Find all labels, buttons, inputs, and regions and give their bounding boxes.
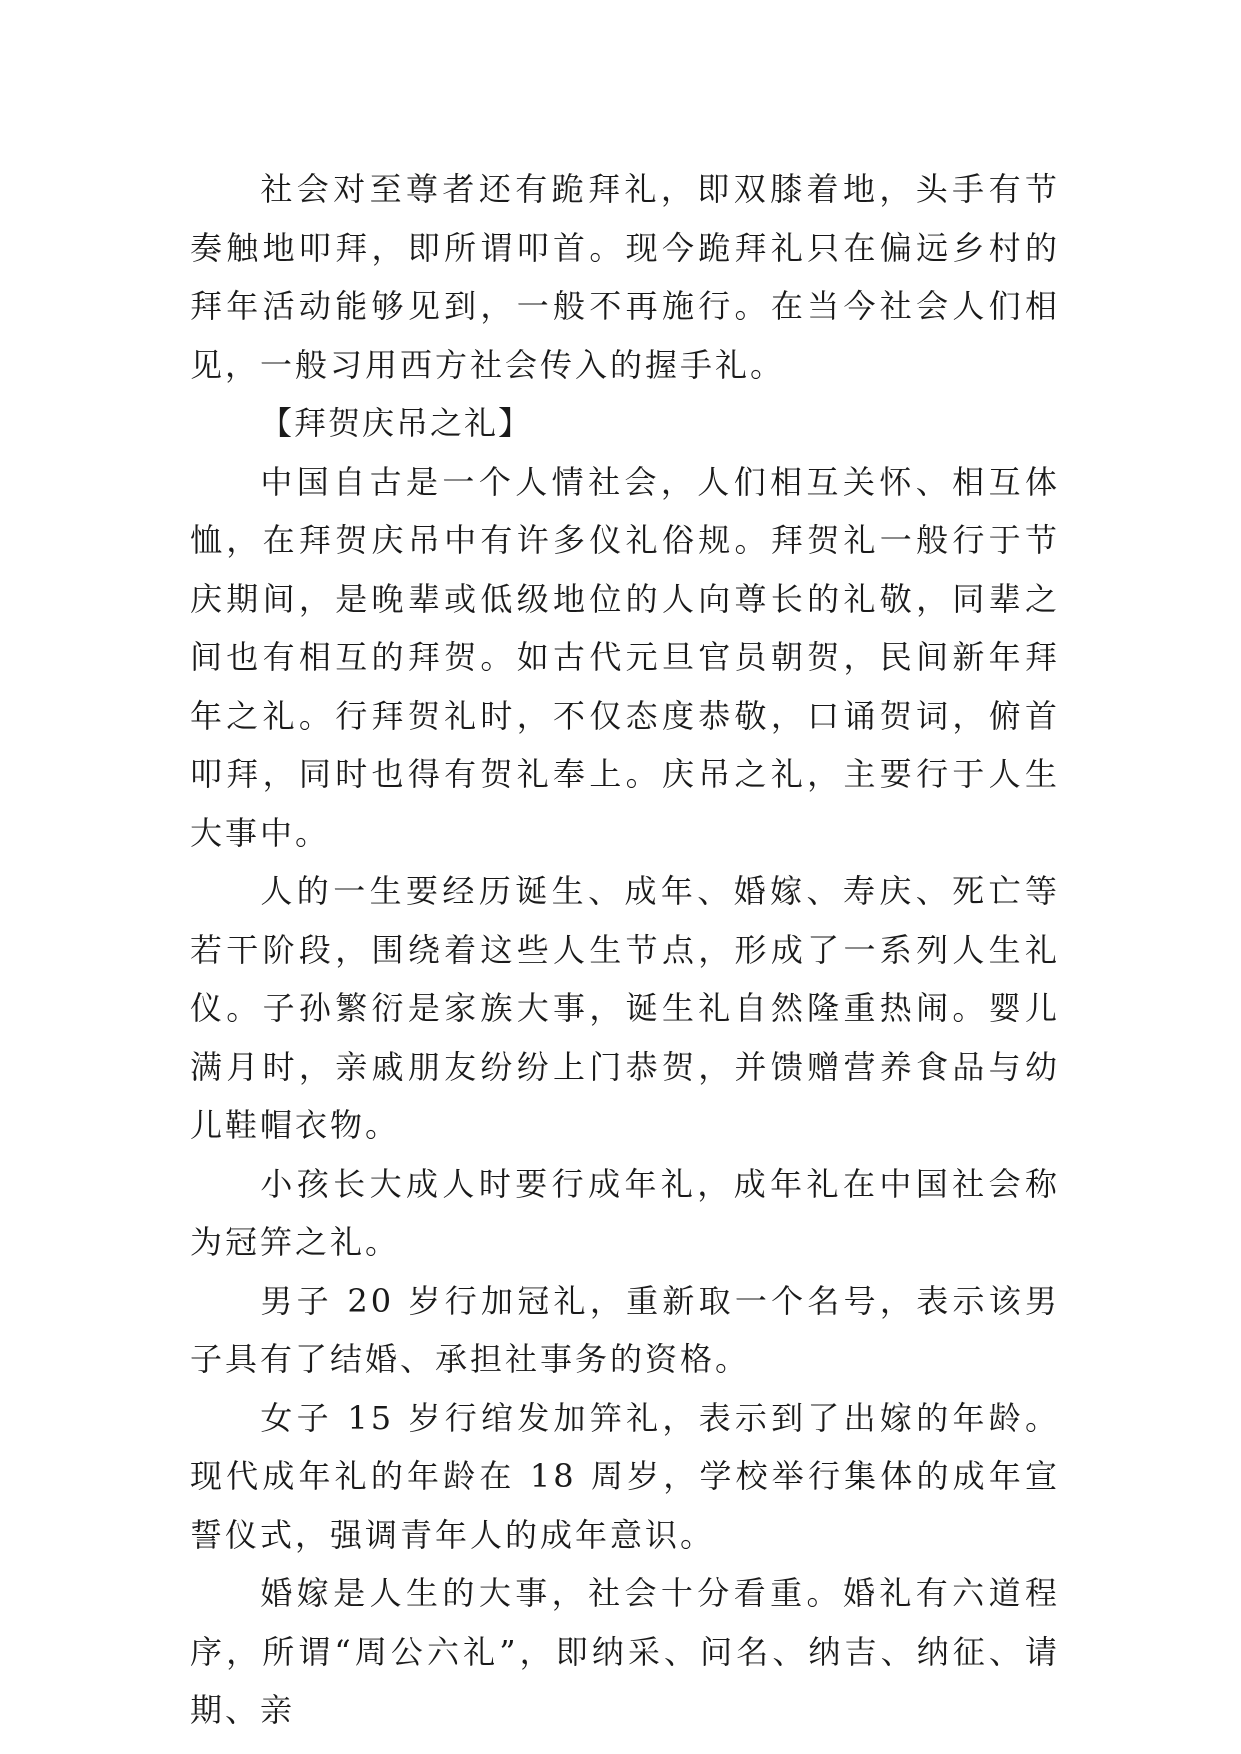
paragraph-male-capping: 男子 20 岁行加冠礼，重新取一个名号，表示该男子具有了结婚、承担社事务的资格。	[190, 1281, 1060, 1378]
paragraph-marriage: 婚嫁是人生的大事，社会十分看重。婚礼有六道程序，所谓“周公六礼”，即纳采、问名、纳吉、纳征、请期、亲	[190, 1574, 1060, 1729]
section-heading: 【拜贺庆吊之礼】	[260, 404, 533, 442]
paragraph-coming-of-age: 小孩长大成人时要行成年礼，成年礼在中国社会称为冠笄之礼。	[190, 1164, 1060, 1261]
paragraph-life-stages: 人的一生要经历诞生、成年、婚嫁、寿庆、死亡等若干阶段，围绕着这些人生节点，形成了一系列人生礼仪。子孙繁衍是家族大事，诞生礼自然隆重热闹。婴儿满月时，亲戚朋友纷纷上门恭贺，并馈赠营养食品与幼儿鞋帽衣物。	[190, 872, 1060, 1144]
paragraph-congratulation-rite: 中国自古是一个人情社会，人们相互关怀、相互体恤，在拜贺庆吊中有许多仪礼俗规。拜贺礼一般行于节庆期间，是晚辈或低级地位的人向尊长的礼敬，同辈之间也有相互的拜贺。如古代元旦官员朝贺，民间新年拜年之礼。行拜贺礼时，不仅态度恭敬，口诵贺词，俯首叩拜，同时也得有贺礼奉上。庆吊之礼，主要行于人生大事中。	[190, 462, 1060, 852]
paragraph-kneeling-rite: 社会对至尊者还有跪拜礼，即双膝着地，头手有节奏触地叩拜，即所谓叩首。现今跪拜礼只在偏远乡村的拜年活动能够见到，一般不再施行。在当今社会人们相见，一般习用西方社会传入的握手礼。	[190, 170, 1060, 384]
paragraph-female-hairpin: 女子 15 岁行绾发加笄礼，表示到了出嫁的年龄。现代成年礼的年龄在 18 周岁，学校举行集体的成年宣誓仪式，强调青年人的成年意识。	[190, 1398, 1060, 1554]
document-body	[190, 160, 1060, 1740]
